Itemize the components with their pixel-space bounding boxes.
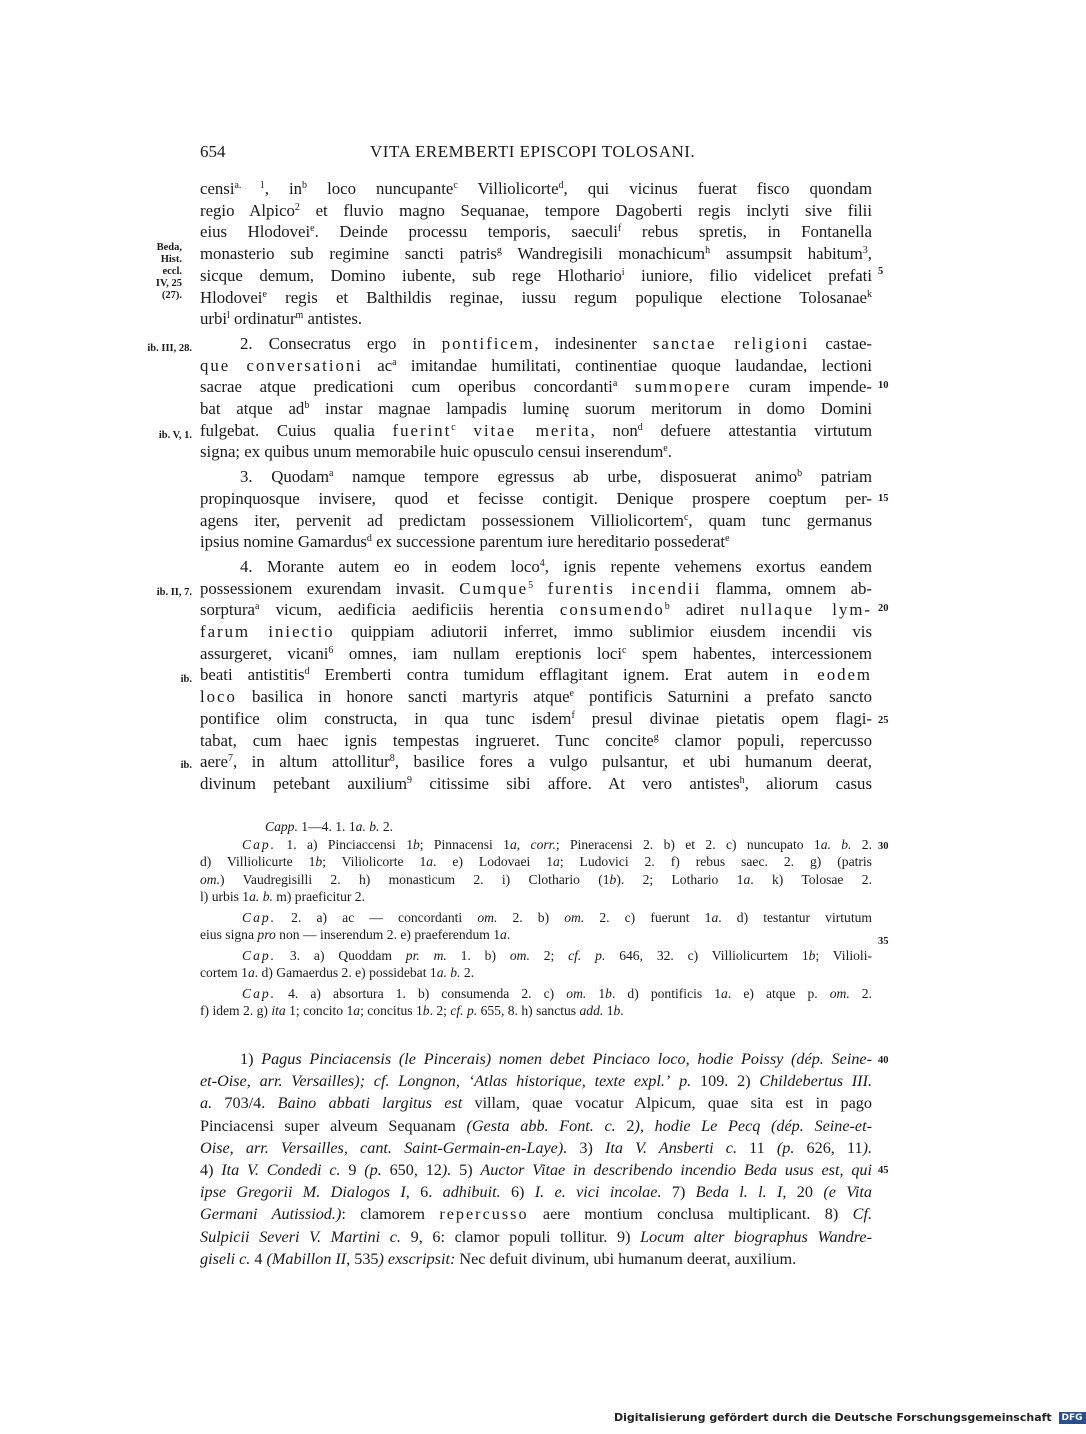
line-number: 20 <box>878 603 889 614</box>
line-number: 5 <box>878 266 884 277</box>
main-text: censi$^{a. 1}$, $in^b$ loco nuncupante$^c$ Villiolicorte$^d$, qui vicinus fuerat fisco quondam regio Alpico$^2$ et fluvio magno Sequanae, tempore Dagoberti regis inclyti sive filii eius Hlodovei$^e$. Deinde processu temporis, saeculi$^f$ rebus spretis, in Fontanella monasterio sub regimine sancti patris$^g$ Wandregisili monachicum$^h$ assumpsit habitum$^3$, sicque demum, Domino iubente, sub rege Hlothario$^i$ iuniore, filio videlicet prefati Hlodovei$^e$ regis et Balthildis reginae, iussu regum populique electione Tolosanae$^k$ urbi$^l$ ordinatur$^m$ antistes. 2. Consecratus ergo in pontificem, indesinenter sanctae religioni castae- que conversationi $ac^a$ imitandae humilitati, continentiae quoque laudandae, lectioni sacrae atque predicationi cum operibus concordanti$^a$ summopere curam impende- bat atque $ad^b$ instar magnae lampadis luminę suorum meritorum in domo Domini fulgebat. Cuius qualia fuerint$^c$ vitae merita, non$^d$ defuere attestantia virtutum signa; ex quibus unum memorabile huic opusculo censui inserendum$^e$. 3. Quodam$^a$ namque tempore egressus ab urbe, disposuerat animo$^b$ patriam propinquosque invisere, quod et fecisse contigit. Denique prospere coeptum per- agens iter, pervenit ad predictam possessionem Villiolicortem$^c$, quam tunc germanus ipsius nomine Gamardus$^d$ ex successione parentum iure hereditario possederat$^e$ 4. Morante autem eo in eodem loco$^4$, ignis repente vehemens exortus eandem possessionem exurendam invasit. Cumque$^5$ furentis incendii flamma, omnem ab- sorptura$^a$ vicum, aedificia aedificiis herentia consumendo$^b$ adiret nullaque lym- farum iniectio quippiam adiutorii inferret, immo sublimior eiusdem incendii vis assurgeret, vicani$^6$ omnes, iam nullam ereptionis loci$^c$ spem habentes, intercessionem beati antistitis$^d$ Eremberti contra tumidum efflagitant ignem. Erat autem in eodem loco basilica in honore sancti martyris atque$^e$ pontificis Saturnini a prefato sancto pontifice olim constructa, in qua tunc isdem$^f$ presul divinae pietatis opem flagi- tabat, cum haec ignis tempestas ingrueret. Tunc concite$^g$ clamor populi, repercusso aere$^7$, in altum attollitur$^8$, basilice fores a vulgo pulsantur, et ubi humanum deerat, divinum petebant auxilium$^9$ citissime sibi affore. At vero antistes$^h$, aliorum casus <box>200 179 873 793</box>
line-number: 10 <box>878 380 889 391</box>
line-number: 25 <box>878 715 889 726</box>
margin-note-ib: ib. <box>180 760 192 771</box>
margin-note-ib: ib. <box>180 674 192 685</box>
page-number: 654 <box>200 142 226 161</box>
running-title: VITA EREMBERTI EPISCOPI TOLOSANI. <box>370 142 696 161</box>
line-number: 30 <box>878 841 889 852</box>
digitization-credit <box>614 1411 1086 1424</box>
line-number: 15 <box>878 493 889 504</box>
page-header <box>200 142 870 166</box>
line-number: 35 <box>878 936 889 947</box>
dfg-logo: DFG <box>1059 1412 1086 1424</box>
footnotes: 1) Pagus Pinciacensis (le Pincerais) nomen debet Pinciaco loco, hodie Poissy (dép. Seine- et-Oise, arr. Versailles); cf. Longnon, ʻAtlas historique, texte expl.ʼ p. 109. 2) Childebertus III. a. 703/4. Baino abbati largitus est villam, quae vocatur Alpicum, quae sita est in pago Pinciacensi super alveum Sequanam (Gesta abb. Font. c. 2), hodie Le Pecq (dép. Seine-et- Oise, arr. Versailles, cant. Saint-Germain-en-Laye). 3) Ita V. Ansberti c. 11 (p. 626, 11). 4) Ita V. Condedi c. 9 (p. 650, 12). 5) Auctor Vitae in describendo incendio Beda usus est, qui ipse Gregorii M. Dialogos I, 6. adhibuit. 6) I. e. vici incolae. 7) Beda l. l. I, 20 (e Vita Germani Autissiod.): clamorem repercusso aere montium conclusa multiplicant. 8) Cf. Sulpicii Severi V. Martini c. 9, 6: clamor populi tollitur. 9) Locum alter biographus Wandre- giseli c. 4 (Mabillon II, 535) exscripsit: Nec defuit divinum, ubi humanum deerat, auxilium. <box>200 1050 873 1268</box>
margin-note-ib-iii: ib. III, 28. <box>147 343 192 354</box>
line-number: 40 <box>878 1055 889 1066</box>
credit-text: Digitalisierung gefördert durch die Deutsche Forschungsgemeinschaft <box>614 1411 1052 1424</box>
margin-note-ib-ii: ib. II, 7. <box>156 587 192 598</box>
critical-apparatus: Capp. 1—4. 1. 1a. b. 2. Cap. 1. a) Pinciaccensi 1b; Pinnacensi 1a, corr.; Pineracensi 2. b) et 2. c) nuncupato 1a. b. 2. d) Villiolicurte 1b; Viliolicorte 1a. e) Lodovaei 1a; Ludovici 2. f) rebus saec. 2. g) (patris om.) Vaudregisilli 2. h) monasticum 2. i) Clothario (1b). 2; Lothario 1a. k) Tolosae 2. l) urbis 1a. b. m) praeficitur 2. Cap. 2. a) ac — concordanti om. 2. b) om. 2. c) fuerunt 1a. d) testantur virtutum eius signa pro non — inserendum 2. e) praeferendum 1a. Cap. 3. a) Quoddam pr. m. 1. b) om. 2; cf. p. 646, 32. c) Villiolicurtem 1b; Vilioli- cortem 1a. d) Gamaerdus 2. e) possidebat 1a. b. 2. Cap. 4. a) absortura 1. b) consumenda 2. c) om. 1b. d) pontificis 1a. e) atque p. om. 2. f) idem 2. g) ita 1; concito 1a; concitus 1b. 2; cf. p. 655, 8. h) sanctus add. 1b. <box>200 819 873 1018</box>
margin-note-ib-v: ib. V, 1. <box>158 430 192 441</box>
line-number: 45 <box>878 1165 889 1176</box>
margin-note-beda: Beda, Hist. eccl. IV, 25 (27). <box>155 242 182 301</box>
